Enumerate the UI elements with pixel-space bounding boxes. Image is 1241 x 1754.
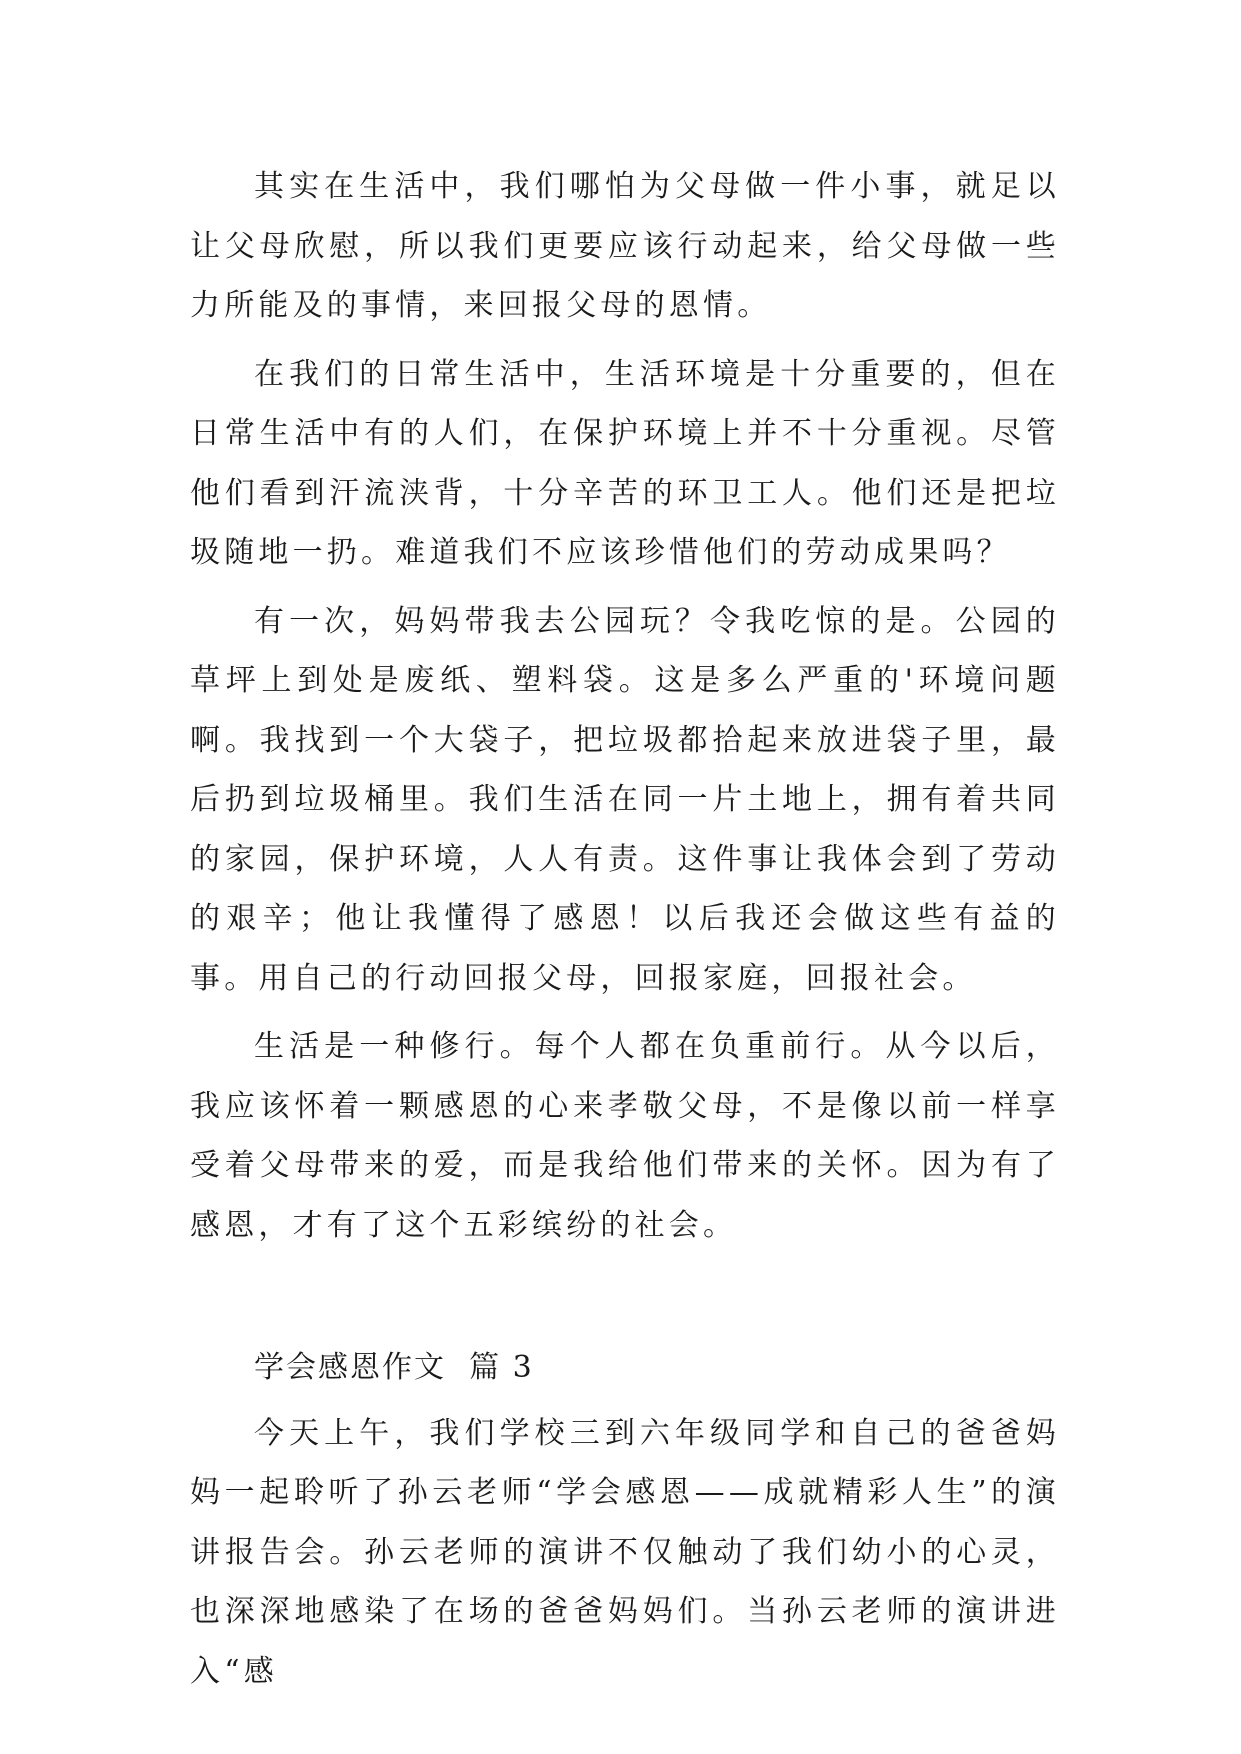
paragraph: 今天上午，我们学校三到六年级同学和自己的爸爸妈妈一起聆听了孙云老师“学会感恩——成就精彩人生”的演讲报告会。孙云老师的演讲不仅触动了我们幼小的心灵，也深深地感染了在场的爸爸妈妈们。当孙云老师的演讲进入“感: [190, 1415, 1060, 1689]
paragraph: 生活是一种修行。每个人都在负重前行。从今以后，我应该怀着一颗感恩的心来孝敬父母，不是像以前一样享受着父母带来的爱，而是我给他们带来的关怀。因为有了感恩，才有了这个五彩缤纷的社会。: [190, 1029, 1060, 1243]
paragraph: 在我们的日常生活中，生活环境是十分重要的，但在日常生活中有的人们，在保护环境上并不十分重视。尽管他们看到汗流浃背，十分辛苦的环卫工人。他们还是把垃圾随地一扔。难道我们不应该珍惜他们的劳动成果吗？: [190, 356, 1060, 570]
paragraph: 其实在生活中，我们哪怕为父母做一件小事，就足以让父母欣慰，所以我们更要应该行动起来，给父母做一些力所能及的事情，来回报父母的恩情。: [190, 169, 1060, 323]
paragraph: 有一次，妈妈带我去公园玩？令我吃惊的是。公园的草坪上到处是废纸、塑料袋。这是多么严重的'环境问题啊。我找到一个大袋子，把垃圾都拾起来放进袋子里，最后扔到垃圾桶里。我们生活在同一片土地上，拥有着共同的家园，保护环境，人人有责。这件事让我体会到了劳动的艰辛；他让我懂得了感恩！以后我还会做这些有益的事。用自己的行动回报父母，回报家庭，回报社会。: [190, 603, 1060, 996]
document-body: [190, 157, 1060, 1710]
section-spacer: [190, 1264, 1060, 1338]
section-heading: 学会感恩作文 篇 3: [254, 1350, 534, 1385]
